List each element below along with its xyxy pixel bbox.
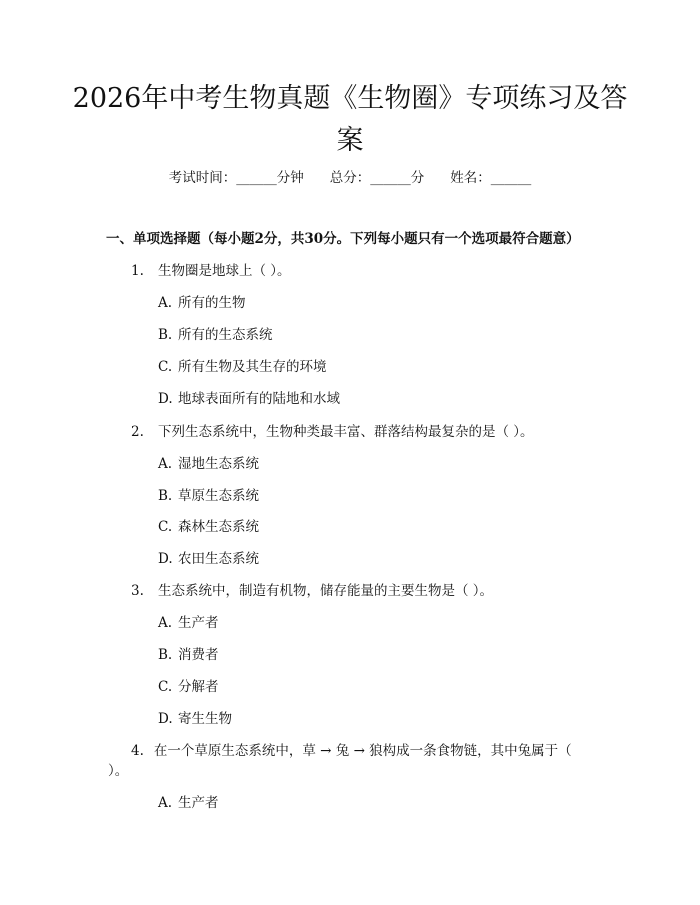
question-number: 1. [131, 263, 144, 279]
option-text: 分解者 [178, 679, 219, 695]
question-4 [108, 741, 588, 781]
total-score-label: 总分：______分 [329, 170, 425, 186]
page-title: 2026年中考生物真题《生物圈》专项练习及答案 [72, 83, 628, 156]
option-3c [158, 677, 219, 697]
option-2b [158, 486, 259, 506]
option-letter: A. [158, 456, 173, 472]
option-text: 生产者 [178, 795, 219, 811]
option-letter: B. [158, 488, 173, 504]
option-1c [158, 357, 327, 377]
question-number: 2. [131, 424, 144, 440]
question-text: 下列生态系统中，生物种类最丰富、群落结构最复杂的是（ ）。 [158, 424, 534, 440]
option-2d [158, 549, 259, 569]
option-text: 农田生态系统 [178, 551, 259, 567]
option-letter: D. [158, 551, 173, 567]
student-name-label: 姓名：______ [450, 170, 532, 186]
option-text: 所有的生物 [178, 295, 246, 311]
option-text: 消费者 [178, 647, 219, 663]
option-letter: B. [158, 647, 173, 663]
question-number: 4. [131, 743, 144, 759]
option-text: 寄生生物 [178, 711, 232, 727]
option-2c [158, 517, 259, 537]
option-text: 湿地生态系统 [178, 456, 259, 472]
question-text: 在一个草原生态系统中，草 → 兔 → 狼构成一条食物链，其中兔属于（ ）。 [108, 743, 572, 779]
option-text: 生产者 [178, 615, 219, 631]
option-letter: A. [158, 615, 173, 631]
question-text: 生物圈是地球上（ ）。 [158, 263, 291, 279]
option-text: 地球表面所有的陆地和水域 [178, 391, 340, 407]
option-letter: C. [158, 359, 173, 375]
option-3a [158, 613, 219, 633]
question-text: 生态系统中，制造有机物，储存能量的主要生物是（ ）。 [158, 583, 494, 599]
option-1a [158, 293, 246, 313]
option-text: 森林生态系统 [178, 519, 259, 535]
option-2a [158, 454, 259, 474]
option-letter: A. [158, 295, 173, 311]
option-letter: C. [158, 679, 173, 695]
option-letter: D. [158, 711, 173, 727]
section-heading: 一、单项选择题（每小题2分，共30分。下列每小题只有一个选项最符合题意） [106, 231, 580, 247]
option-3d [158, 709, 232, 729]
option-letter: D. [158, 391, 173, 407]
option-letter: B. [158, 327, 173, 343]
option-letter: C. [158, 519, 173, 535]
option-1b [158, 325, 273, 345]
option-text: 草原生态系统 [178, 488, 259, 504]
option-text: 所有的生态系统 [178, 327, 273, 343]
question-number: 3. [131, 583, 144, 599]
option-1d [158, 389, 340, 409]
option-text: 所有生物及其生存的环境 [178, 359, 327, 375]
option-4a [158, 793, 219, 813]
option-letter: A. [158, 795, 173, 811]
exam-time-label: 考试时间：______分钟 [168, 170, 304, 186]
option-3b [158, 645, 219, 665]
exam-meta [0, 168, 700, 188]
